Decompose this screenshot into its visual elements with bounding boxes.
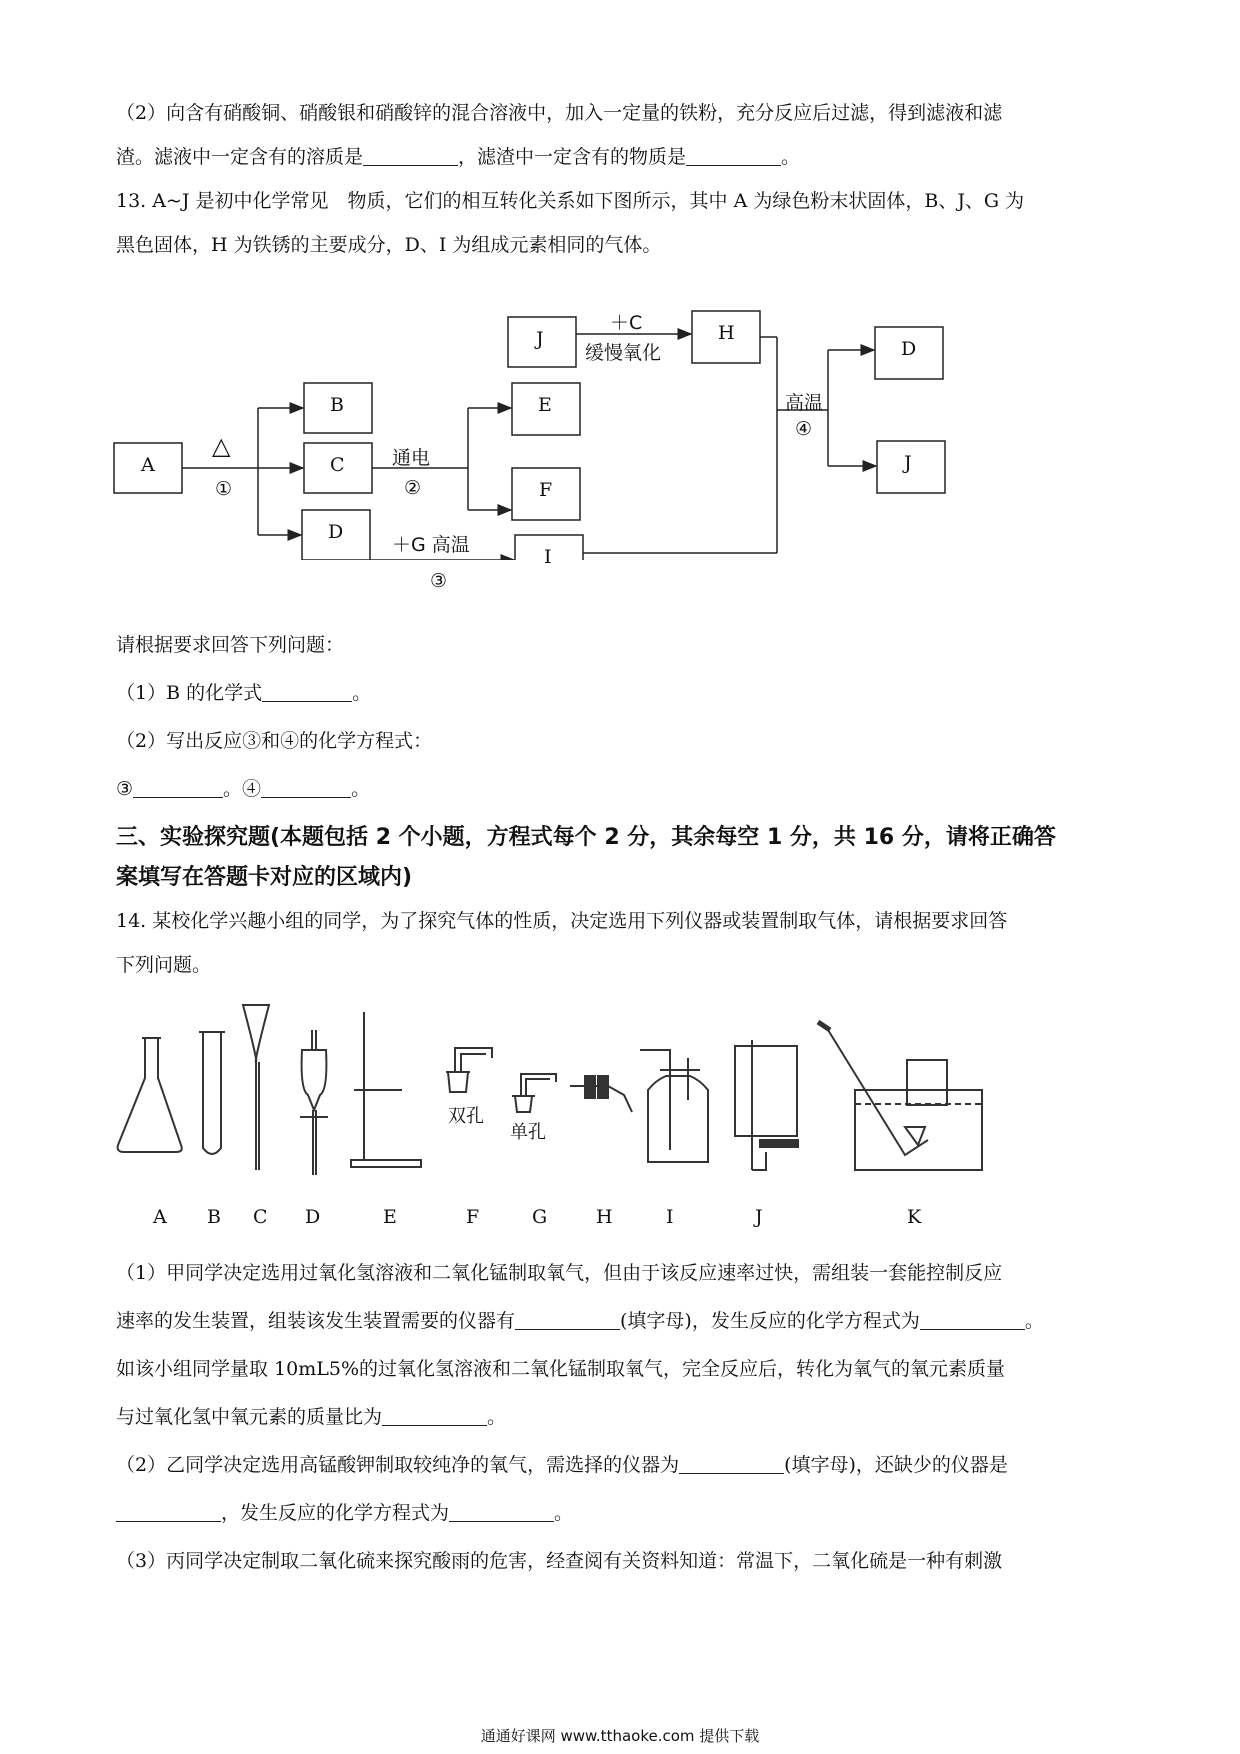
node-H-label: H	[718, 322, 735, 344]
q14-p2-l1-b: (填字母)，还缺少的仪器是	[784, 1454, 1008, 1476]
heat-symbol: △	[212, 432, 231, 460]
answer-blank[interactable]	[382, 1407, 487, 1426]
q13-sub2-a: ③	[116, 778, 134, 800]
node-D-label: D	[328, 521, 344, 543]
q14-p2-l2-c: 。	[554, 1502, 574, 1524]
q14-line2: 下列问题。	[116, 954, 212, 976]
plus-c-label: ＋C	[610, 312, 643, 334]
q14-p1-line3: 如该小组同学量取 10mL5%的过氧化氢溶液和二氧化锰制取氧气，完全反应后，转化为氧气的氧元素质量	[116, 1358, 1005, 1380]
q13-sub2: （2）写出反应③和④的化学方程式：	[116, 730, 433, 752]
q13-prompt: 请根据要求回答下列问题：	[116, 634, 345, 656]
q14-p1-line2	[116, 1306, 1044, 1333]
q14-p1-l4-a: 与过氧化氢中氧元素的质量比为	[116, 1406, 383, 1428]
node-J-top-label: J	[536, 328, 544, 350]
reaction-4-label: ④	[795, 418, 813, 440]
q14-p1-line1: （1）甲同学决定选用过氧化氢溶液和二氧化锰制取氧气，但由于该反应速率过快，需组装一套能控制反应	[116, 1262, 1003, 1284]
high-temp-label: 高温	[785, 392, 824, 414]
water-trough-icon	[855, 1090, 982, 1170]
section-3-heading-line2: 案填写在答题卡对应的区域内)	[116, 865, 413, 890]
answer-blank[interactable]	[116, 1503, 221, 1522]
separatory-funnel-icon	[302, 1050, 327, 1110]
q13-sub2-c: 。	[351, 778, 371, 800]
long-neck-funnel-icon	[243, 1005, 269, 1062]
single-hole-label: 单孔	[510, 1122, 546, 1143]
q12-2-text-b: ，滤渣中一定含有的物质是	[458, 146, 687, 168]
q14-p2-l1-a: （2）乙同学决定选用高锰酸钾制取较纯净的氧气，需选择的仪器为	[116, 1454, 680, 1476]
q12-2-text-c: 。	[781, 146, 801, 168]
node-E-label: E	[538, 394, 552, 416]
q14-p1-l2-b: (填字母)，发生反应的化学方程式为	[620, 1310, 920, 1332]
node-F-label: F	[539, 479, 553, 501]
slow-oxidation-label: 缓慢氧化	[585, 342, 662, 364]
conical-flask-icon	[118, 1038, 182, 1152]
q14-p1-l2-c: 。	[1024, 1310, 1044, 1332]
apparatus-letter-I: I	[666, 1206, 674, 1228]
q14-p2-l2-b: ，发生反应的化学方程式为	[221, 1502, 450, 1524]
reaction-3-label: ③	[430, 570, 448, 592]
reaction-2-label: ②	[404, 477, 422, 499]
q13-sub1-text: （1）B 的化学式	[116, 682, 263, 704]
q14-p3-line1: （3）丙同学决定制取二氧化硫来探究酸雨的危害，经查阅有关资料知道：常温下，二氧化硫是一种有刺激	[116, 1550, 1003, 1572]
apparatus-letter-J: J	[755, 1206, 763, 1228]
apparatus-letter-H: H	[596, 1206, 613, 1228]
q13-sub2-b: 。④	[223, 778, 262, 800]
apparatus-letter-C: C	[253, 1206, 268, 1228]
answer-blank[interactable]	[920, 1311, 1025, 1330]
node-A-label: A	[141, 454, 155, 476]
q14-p1-line4	[116, 1402, 506, 1429]
q14-p1-l4-b: 。	[487, 1406, 507, 1428]
plus-g-high-temp-label: ＋G 高温	[392, 534, 470, 556]
single-hole-stopper-icon	[515, 1096, 532, 1112]
double-hole-label: 双孔	[448, 1106, 484, 1127]
test-tube-icon	[203, 1032, 221, 1154]
q13-sub1-end: 。	[352, 682, 372, 704]
gas-washing-bottle-icon	[648, 1076, 708, 1162]
apparatus-letter-G: G	[532, 1206, 548, 1228]
answer-blank[interactable]	[679, 1455, 784, 1474]
apparatus-letter-K: K	[907, 1206, 922, 1228]
electrolysis-label: 通电	[392, 447, 431, 469]
q14-line1: 14. 某校化学兴趣小组的同学，为了探究气体的性质，决定选用下列仪器或装置制取气体，请根据要求回答	[116, 910, 1008, 932]
node-B-label: B	[330, 394, 344, 416]
apparatus-letter-B: B	[207, 1206, 221, 1228]
node-C-label: C	[330, 454, 345, 476]
q14-p2-line2	[116, 1498, 573, 1525]
q14-p2-line1	[116, 1450, 1008, 1477]
section-3-heading-line1: 三、实验探究题(本题包括 2 个小题，方程式每个 2 分，其余每空 1 分，共 16 分，请将正确答	[116, 825, 1056, 850]
page-footer: 通通好课网 www.tthaoke.com 提供下载	[480, 1727, 760, 1745]
apparatus-letter-E: E	[383, 1206, 397, 1228]
node-I-label: I	[544, 546, 552, 568]
q13-line2: 黑色固体，H 为铁锈的主要成分，D、I 为组成元素相同的气体。	[116, 234, 662, 256]
answer-blank[interactable]	[449, 1503, 554, 1522]
node-D-right-label: D	[901, 338, 917, 360]
q12-2-text-a: 渣。滤液中一定含有的溶质是	[116, 146, 364, 168]
double-hole-stopper-icon	[448, 1072, 468, 1092]
q13-line1: 13. A~J 是初中化学常见 物质，它们的相互转化关系如下图所示，其中 A 为绿色粉末状固体，B、J、G 为	[116, 190, 1025, 212]
answer-blank[interactable]	[515, 1311, 620, 1330]
gas-collecting-bottle-icon	[735, 1046, 797, 1136]
reaction-1-label: ①	[215, 478, 233, 500]
node-J-right-label: J	[904, 452, 912, 474]
apparatus-letter-D: D	[305, 1206, 321, 1228]
apparatus-letter-F: F	[466, 1206, 480, 1228]
q14-p1-l2-a: 速率的发生装置，组装该发生装置需要的仪器有	[116, 1310, 516, 1332]
q12-2-line1: （2）向含有硝酸铜、硝酸银和硝酸锌的混合溶液中，加入一定量的铁粉，充分反应后过滤，得到滤液和滤	[116, 102, 1003, 124]
apparatus-letter-A: A	[153, 1206, 167, 1228]
